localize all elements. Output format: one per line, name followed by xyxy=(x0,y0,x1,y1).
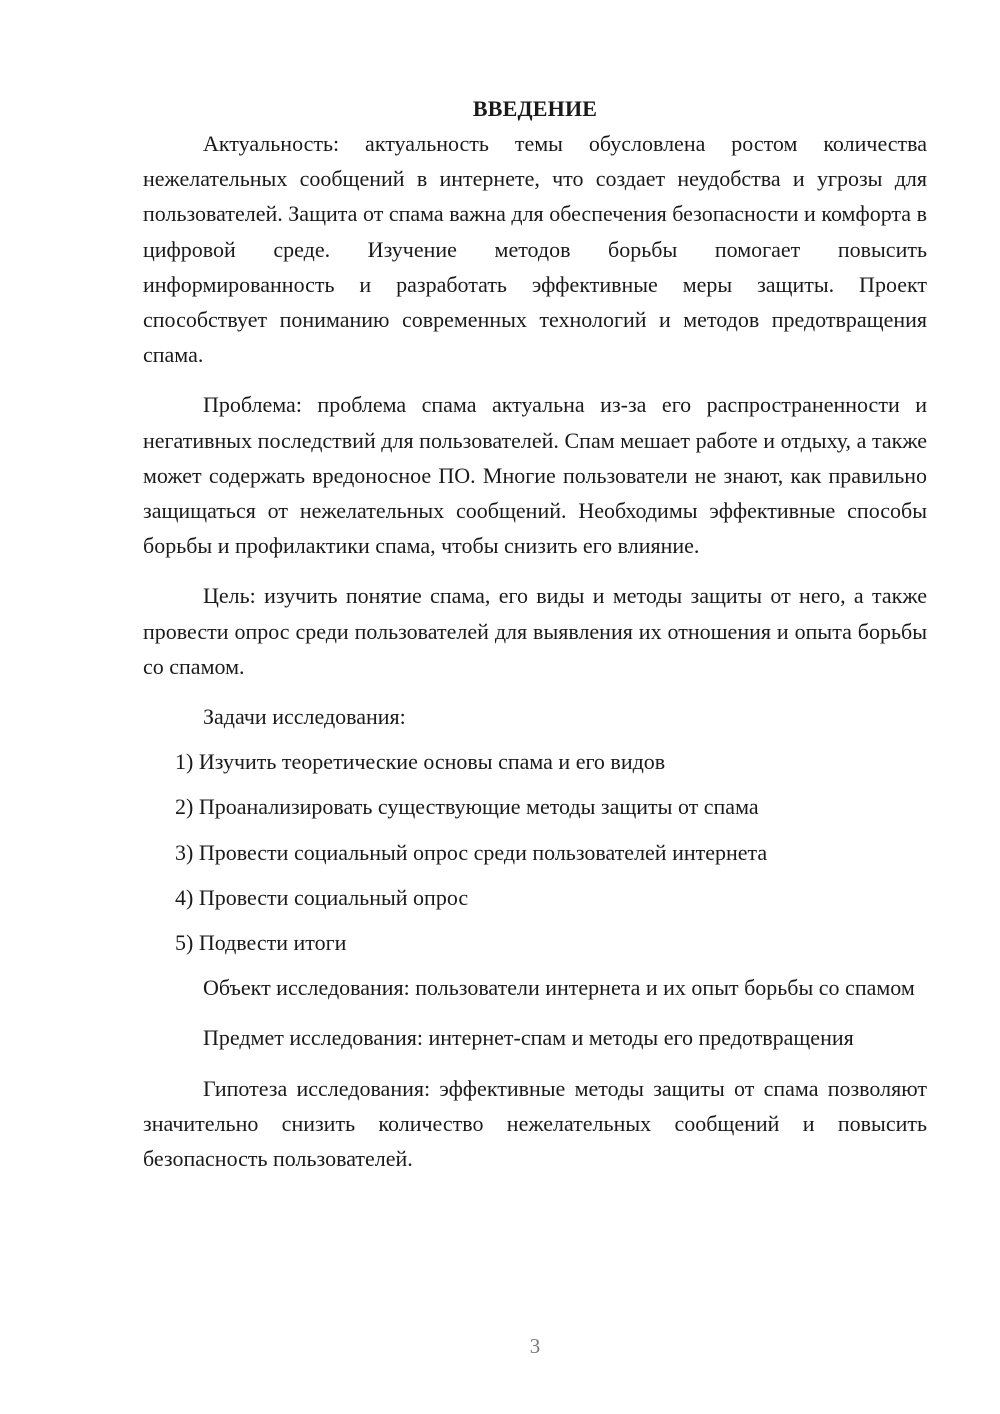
task-item: 3) Провести социальный опрос среди пользователей интернета xyxy=(175,839,768,865)
object-paragraph: Объект исследования: пользователи интернета и их опыт борьбы со спамом xyxy=(203,975,915,1001)
hypothesis-paragraph: Гипотеза исследования: эффективные методы защиты от спама позволяют значительно снизить количество нежелательных сообщений и повысить безопасность пользователей. xyxy=(143,1075,927,1172)
task-item: 4) Провести социальный опрос xyxy=(175,884,469,910)
relevance-paragraph: Актуальность: актуальность темы обусловлена ростом количества нежелательных сообщений в интернете, что создает неудобства и угрозы для пользователей. Защита от спама важна для обеспечения безопасности и комфорта в цифровой среде. Изучение методов борьбы помогает повысить информированность и разработать эффективные меры защиты. Проект способствует пониманию современных технологий и методов предотвращения спама. xyxy=(143,131,927,368)
tasks-heading: Задачи исследования: xyxy=(203,704,406,730)
page-content xyxy=(143,94,927,1191)
task-list xyxy=(143,744,927,960)
task-item: 1) Изучить теоретические основы спама и его видов xyxy=(175,749,666,775)
subject-paragraph: Предмет исследования: интернет-спам и методы его предотвращения xyxy=(203,1025,854,1051)
problem-paragraph: Проблема: проблема спама актуальна из-за его распространенности и негативных последствий для пользователей. Спам мешает работе и отдыху, а также может содержать вредоносное ПО. Многие пользователи не знают, как правильно защищаться от нежелательных сообщений. Необходимы эффективные способы борьбы и профилактики спама, чтобы снизить его влияние. xyxy=(143,392,927,559)
section-title: ВВЕДЕНИЕ xyxy=(472,96,598,121)
page-number: 3 xyxy=(529,1334,541,1358)
task-item: 5) Подвести итоги xyxy=(175,930,347,956)
goal-paragraph: Цель: изучить понятие спама, его виды и методы защиты от него, а также провести опрос среди пользователей для выявления их отношения и опыта борьбы со спамом. xyxy=(143,583,927,679)
task-item: 2) Проанализировать существующие методы защиты от спама xyxy=(175,794,759,820)
